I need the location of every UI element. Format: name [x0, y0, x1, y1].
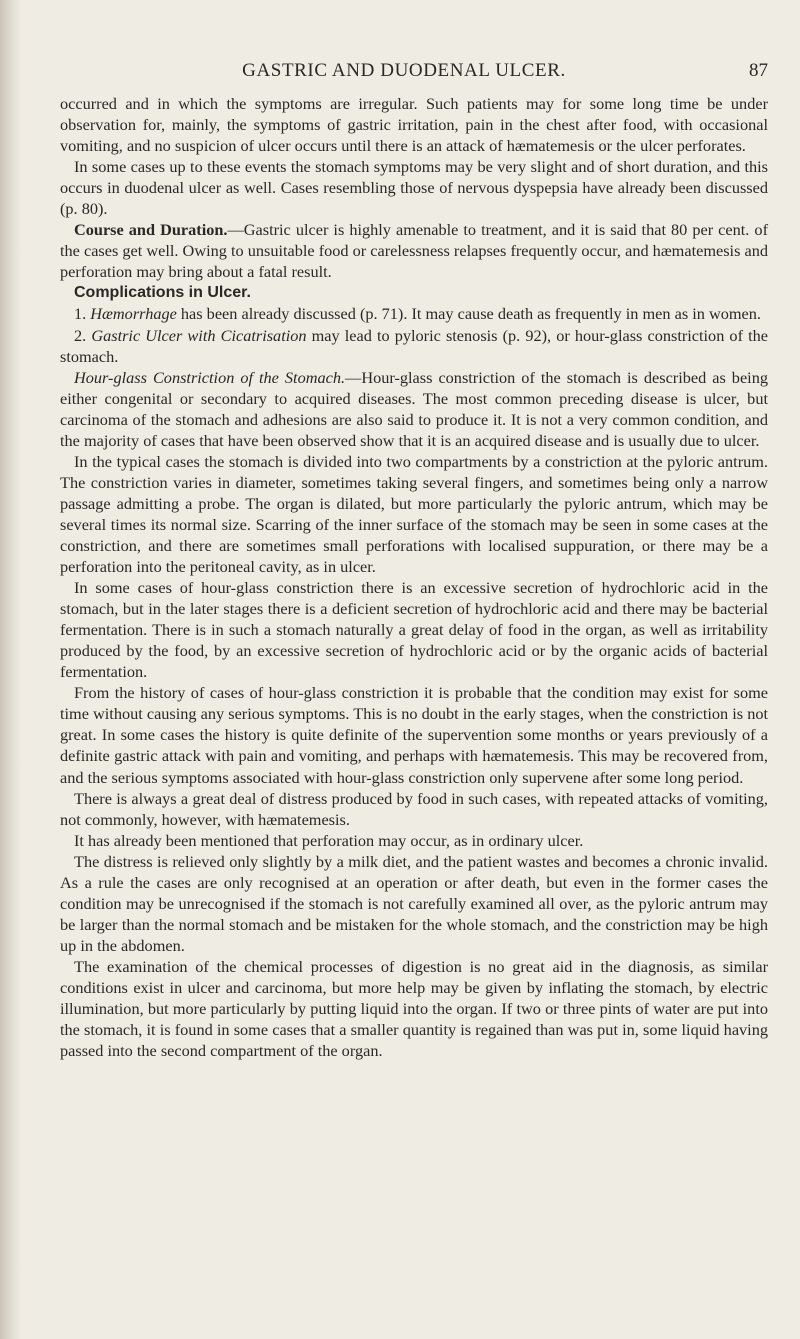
haemorrhage-text: has been already discussed (p. 71). It may cause death as frequently in men as in women.	[176, 304, 761, 324]
cicatrisation-text: may lead to pyloric stenosis (p. 92), or hour-glass constriction of the stomach.	[60, 325, 768, 366]
paragraph-7: From the history of cases of hour-glass constriction it is probable that the condition may exist for some time without causing any serious symptoms. This is no doubt in the early stages, when the constriction is not great. In some cases the history is quite definite of the supervention some months or years previously of a definite gastric attack with pain and vomiting, and perhaps with hæmatemesis. This may be recovered from, and the serious symptoms associated with hour-glass constriction only supervene after some long period.	[60, 683, 768, 787]
running-title: GASTRIC AND DUODENAL ULCER.	[242, 60, 566, 81]
course-duration-heading: Course and Duration.	[74, 220, 228, 240]
paragraph-1: occurred and in which the symptoms are irregular. Such patients may for some long time be under observation for, mainly, the symptoms of gastric irritation, pain in the chest after food, with occasional vomiting, and no suspicion of ulcer occurs until there is an attack of hæmatemesis or the ulcer perforates.	[60, 94, 768, 156]
paragraph-8: There is always a great deal of distress produced by food in such cases, with repeated attacks of vomiting, not commonly, however, with hæmatemesis.	[60, 788, 768, 829]
haemorrhage-title: Hæmorrhage	[90, 304, 177, 324]
course-duration-text: —Gastric ulcer is highly amenable to treatment, and it is said that 80 per cent. of the cases get well. Owing to unsuitable food or carelessness relapses frequently occur, and hæmatemesis and perforation may bring about a fatal result.	[60, 220, 768, 282]
paragraph-10: The distress is relieved only slightly by a milk diet, and the patient wastes and becomes a chronic invalid. As a rule the cases are only recognised at an operation or after death, but even in the former cases the condition may be unrecognised if the stomach is not carefully examined all over, as the pyloric antrum may be larger than the normal stomach and be mistaken for the whole stomach, and the constriction may be high up in the abdomen.	[60, 851, 768, 955]
page-number: 87	[749, 60, 768, 81]
paragraph-hour-glass	[60, 367, 768, 451]
list-item-cicatrisation	[60, 325, 768, 367]
paragraph-9: It has already been mentioned that perforation may occur, as in ordinary ulcer.	[74, 830, 584, 850]
paragraph-6: In some cases of hour-glass constriction there is an excessive secretion of hydrochloric acid in the stomach, but in the later stages there is a deficient secretion of hydrochloric acid and there may be bacterial fermentation. There is in such a stomach naturally a great delay of food in the organ, as well as irritability produced by the food, by an excessive secretion of hydrochloric acid or by the organic acids of bacterial fermentation.	[60, 578, 768, 682]
body-text	[60, 93, 768, 1061]
list-number-1: 1.	[74, 304, 87, 324]
binding-shadow	[0, 0, 22, 1339]
paragraph-11: The examination of the chemical processes of digestion is no great aid in the diagnosis, as similar conditions exist in ulcer and carcinoma, but more help may be given by inflating the stomach, by electric illumination, but more particularly by putting liquid into the organ. If two or three pints of water are put into the stomach, it is found in some cases that a smaller quantity is regained than was put in, some liquid having passed into the second compartment of the organ.	[60, 956, 768, 1061]
list-number-2: 2.	[74, 325, 87, 345]
paragraph-5: In the typical cases the stomach is divided into two compartments by a constriction at the pyloric antrum. The constriction varies in diameter, sometimes taking several fingers, and sometimes being only a narrow passage admitting a probe. The organ is dilated, but more particularly the pyloric antrum, which may be several times its normal size. Scarring of the inner surface of the stomach may be seen in some cases at the constriction, and there are sometimes small perforations with localised suppuration, or there may be a perforation into the peritoneal cavity, as in ulcer.	[60, 451, 768, 577]
complications-heading: Complications in Ulcer.	[74, 284, 251, 302]
hour-glass-text: —Hour-glass constriction of the stomach is described as being either congenital or secondary to acquired diseases. The most common preceding disease is ulcer, but carcinoma of the stomach and adhesions are also said to produce it. It is not a very common condition, and the majority of cases that have been observed show that it is an acquired disease and is usually due to ulcer.	[60, 367, 768, 450]
cicatrisation-title: Gastric Ulcer with Cicatrisation	[91, 325, 307, 345]
page-header	[40, 60, 768, 90]
paragraph-2: In some cases up to these events the stomach symptoms may be very slight and of short duration, and this occurs in duodenal ulcer as well. Cases resembling those of nervous dyspepsia have already been discussed (p. 80).	[60, 157, 768, 219]
list-item-haemorrhage	[60, 303, 768, 324]
paragraph-course-duration	[60, 219, 768, 282]
hour-glass-title: Hour-glass Constriction of the Stomach.	[74, 367, 346, 387]
